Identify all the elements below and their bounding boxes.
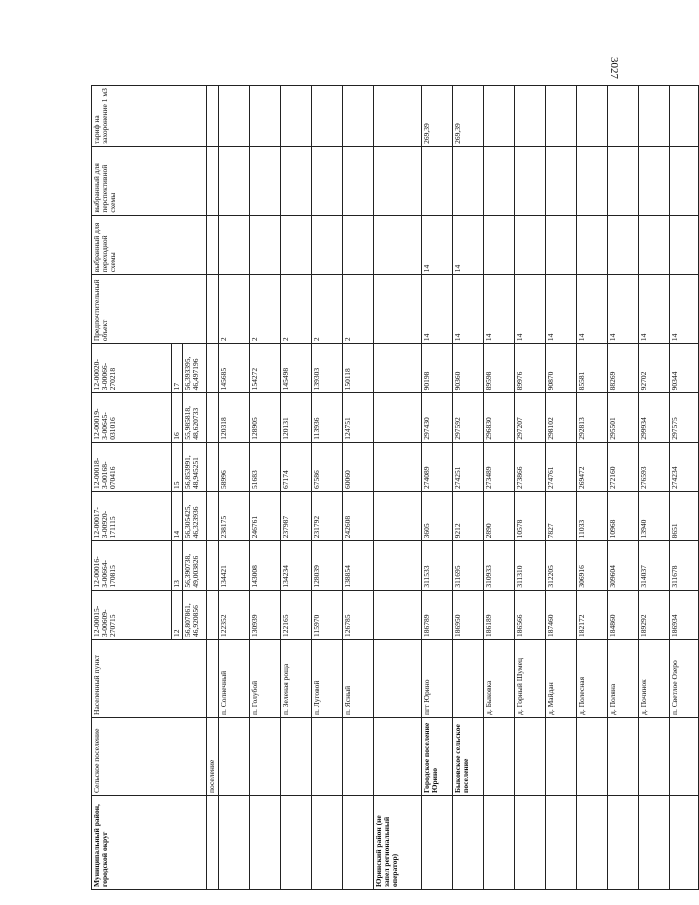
table-cell: 237987 [281,492,312,541]
table-cell: 7827 [546,492,577,541]
table-cell [374,344,422,393]
table-cell [608,215,639,275]
table-cell [250,795,281,889]
table-cell: 14 [639,275,670,344]
table-cell: 134421 [219,541,250,590]
table-cell: 2890 [484,492,515,541]
table-cell [207,639,219,717]
table-cell: 51683 [250,442,281,491]
col-number-cell: 15 [172,442,183,491]
table-cell: 312205 [546,541,577,590]
table-cell [374,86,422,147]
table-cell: 231792 [312,492,343,541]
table-cell [577,795,608,889]
table-cell: 154272 [250,344,281,393]
table-cell [207,275,219,344]
table-cell [343,717,374,795]
col-number-cell: 13 [172,541,183,590]
table-cell: 120131 [281,393,312,442]
table-cell: 186789 [422,590,453,639]
table-row [250,86,281,890]
table-cell: 274761 [546,442,577,491]
table-cell [422,146,453,215]
table-cell: 88269 [608,344,639,393]
table-cell: 14 [608,275,639,344]
table-row [546,86,577,890]
table-cell [207,442,219,491]
table-cell [374,393,422,442]
table-cell [670,717,699,795]
table-cell [343,795,374,889]
table-cell: 58996 [219,442,250,491]
header-cell: 12-00017-З-00920-171115 [92,492,172,541]
table-cell [546,795,577,889]
table-cell [515,717,546,795]
table-cell: 14 [453,215,484,275]
table-cell: 2 [281,275,312,344]
table-cell [374,275,422,344]
table-cell: 186934 [670,590,699,639]
header-cell: Сельское поселение [92,717,207,795]
table-cell: 120318 [219,393,250,442]
table-cell: 90198 [422,344,453,393]
table-cell [343,215,374,275]
table-cell: 292813 [577,393,608,442]
page-number: 3027 [608,57,620,79]
coords-cell: 56,305425, 46,323936 [183,492,207,541]
table-cell: 10968 [608,492,639,541]
header-row [92,86,172,890]
table-cell: 246761 [250,492,281,541]
table-row [484,86,515,890]
table-row [453,86,484,890]
table-cell: 311533 [422,541,453,590]
table-cell: п. Ясный [343,639,374,717]
table-row [207,86,219,890]
table-row [515,86,546,890]
coords-cell: 56,807861, 46,920856 [183,590,207,639]
table-cell: п. Голубой [250,639,281,717]
table-cell: п. Солнечный [219,639,250,717]
table-cell: 311695 [453,541,484,590]
table-cell: 139303 [312,344,343,393]
header-cell: 12-00015-З-00609-270715 [92,590,172,639]
table-cell [374,639,422,717]
table-cell: 272160 [608,442,639,491]
coords-cell: 56,393395, 46,497196 [183,344,207,393]
table-cell: 298102 [546,393,577,442]
table-cell: 273866 [515,442,546,491]
table-cell: 130939 [250,590,281,639]
table-cell: 90870 [546,344,577,393]
header-cell: выбранный для переходной схемы [92,215,207,275]
table-cell: 2 [343,275,374,344]
table-cell: 128039 [312,541,343,590]
table-cell [207,795,219,889]
table-cell [374,717,422,795]
table-cell: 134234 [281,541,312,590]
table-cell [207,344,219,393]
table-cell [577,86,608,147]
table-body [92,86,699,890]
table-cell: 2 [250,275,281,344]
table-row [374,86,422,890]
table-cell [639,717,670,795]
rotated-table-container [91,85,680,890]
table-cell: п. Луговой [312,639,343,717]
table-cell: пгт Юрино [422,639,453,717]
table-cell [207,86,219,147]
table-cell: 67174 [281,442,312,491]
table-cell [608,86,639,147]
table-cell [374,541,422,590]
header-cell: 12-00020-З-00066-270218 [92,344,172,393]
table-cell: Городское поселение Юрино [422,717,453,795]
table-cell [577,215,608,275]
header-cell: 12-00019-З-00645-031016 [92,393,172,442]
table-cell: 189292 [639,590,670,639]
table-cell: 269,39 [422,86,453,147]
table-cell [281,717,312,795]
header-cell: Населенный пункт [92,639,207,717]
table-cell: д. Горный Шумец [515,639,546,717]
table-cell [670,146,699,215]
table-cell: 269,39 [453,86,484,147]
table-cell: 122352 [219,590,250,639]
table-cell: д. Быковка [484,639,515,717]
table-cell [546,86,577,147]
table-cell: д. Майдан [546,639,577,717]
coords-cell: 56,390738, 49,003826 [183,541,207,590]
table-cell: п. Зеленая роща [281,639,312,717]
table-row [639,86,670,890]
table-row [343,86,374,890]
table-cell [484,86,515,147]
header-cell: выбранный для перспективной схемы [92,146,207,215]
table-cell: 295501 [608,393,639,442]
table-cell: 128905 [250,393,281,442]
table-cell: 309604 [608,541,639,590]
table-cell [639,146,670,215]
table-cell [484,717,515,795]
table-cell [453,639,484,717]
table-cell [453,146,484,215]
table-cell: д. Поляна [608,639,639,717]
table-cell [515,86,546,147]
table-cell: 238175 [219,492,250,541]
table-cell: д. Починок [639,639,670,717]
table-cell [219,146,250,215]
table-cell [608,146,639,215]
table-cell: 13940 [639,492,670,541]
table-cell: 184860 [608,590,639,639]
table-cell [207,393,219,442]
table-cell [639,86,670,147]
table-cell [453,795,484,889]
table-cell: 276593 [639,442,670,491]
table-cell: 145685 [219,344,250,393]
table-cell: 299934 [639,393,670,442]
table-cell: 274089 [422,442,453,491]
table-cell: 310933 [484,541,515,590]
table-cell: 122165 [281,590,312,639]
table-cell: 9212 [453,492,484,541]
table-row [670,86,699,890]
table-cell: 145498 [281,344,312,393]
table-cell: 187460 [546,590,577,639]
table-cell [577,717,608,795]
table-cell [250,215,281,275]
table-cell: 14 [577,275,608,344]
table-cell [219,717,250,795]
table-cell [281,86,312,147]
table-cell: 186950 [453,590,484,639]
table-cell [670,795,699,889]
table-cell: 14 [453,275,484,344]
table-cell: 311678 [670,541,699,590]
table-cell [281,215,312,275]
table-cell [515,146,546,215]
table-cell [546,215,577,275]
table-cell: 8651 [670,492,699,541]
table-cell: 297592 [453,393,484,442]
table-cell: 143008 [250,541,281,590]
table-cell: 297207 [515,393,546,442]
table-row [312,86,343,890]
table-cell: 60060 [343,442,374,491]
table-cell [250,86,281,147]
table-row [281,86,312,890]
table-cell: 186189 [484,590,515,639]
table-cell: 150118 [343,344,374,393]
table-cell [207,146,219,215]
table-cell: поселение [207,717,219,795]
table-row [577,86,608,890]
table-cell: 311310 [515,541,546,590]
table-cell: 14 [515,275,546,344]
table-cell [250,146,281,215]
table-cell: 297575 [670,393,699,442]
table-cell: 138854 [343,541,374,590]
table-cell [281,795,312,889]
table-cell: 115970 [312,590,343,639]
table-row [219,86,250,890]
col-number-cell: 12 [172,590,183,639]
table-cell: Юринский район (не запел региональный оператор) [374,795,422,889]
table-cell: 14 [422,275,453,344]
table-cell: 274234 [670,442,699,491]
table-cell [207,541,219,590]
table-cell [207,215,219,275]
table-cell [219,215,250,275]
table-cell [546,146,577,215]
table-cell: 67586 [312,442,343,491]
table-cell [374,215,422,275]
table-cell [312,146,343,215]
table-cell [484,795,515,889]
table-cell: 182172 [577,590,608,639]
table-cell [608,795,639,889]
col-number-cell: 16 [172,393,183,442]
table-cell: 296830 [484,393,515,442]
table-cell: 90360 [453,344,484,393]
coords-cell: 55,985818, 48,620733 [183,393,207,442]
table-cell [219,86,250,147]
table-cell [374,492,422,541]
table-cell [312,795,343,889]
table-cell: 89976 [515,344,546,393]
table-cell [281,146,312,215]
table-cell: 14 [422,215,453,275]
table-cell [546,717,577,795]
header-cell: 12-00016-З-00664-170815 [92,541,172,590]
table-cell: 273489 [484,442,515,491]
table-cell: 124751 [343,393,374,442]
table-cell [374,590,422,639]
col-number-cell: 17 [172,344,183,393]
table-cell [343,86,374,147]
table-cell: 3605 [422,492,453,541]
distance-table [91,85,699,890]
table-row [422,86,453,890]
table-cell [374,146,422,215]
table-cell [484,146,515,215]
table-cell: 113936 [312,393,343,442]
table-cell: 242608 [343,492,374,541]
table-cell: 85581 [577,344,608,393]
table-cell: 90344 [670,344,699,393]
table-cell [608,717,639,795]
table-cell: 126785 [343,590,374,639]
table-row [608,86,639,890]
table-cell: Быковское сельское поселение [453,717,484,795]
table-cell: 10578 [515,492,546,541]
header-cell: Предпочтительный объект [92,275,207,344]
table-cell [422,795,453,889]
table-cell [484,215,515,275]
header-cell: Муниципальный район, городской округ [92,795,207,889]
table-cell [207,590,219,639]
table-cell [515,215,546,275]
table-cell: 314037 [639,541,670,590]
table-cell: 14 [670,275,699,344]
table-cell: 274251 [453,442,484,491]
table-cell [639,795,670,889]
table-cell: д. Полесная [577,639,608,717]
table-cell [515,795,546,889]
table-cell [374,442,422,491]
col-number-cell: 14 [172,492,183,541]
table-cell: 306916 [577,541,608,590]
table-cell [577,146,608,215]
table-cell [312,86,343,147]
table-cell: 297430 [422,393,453,442]
table-cell [219,795,250,889]
table-cell: 11033 [577,492,608,541]
table-cell: 269472 [577,442,608,491]
table-cell: 14 [546,275,577,344]
table-cell [312,717,343,795]
table-cell: 2 [312,275,343,344]
table-cell [312,215,343,275]
coords-cell: 56,853991, 48,945251 [183,442,207,491]
table-cell [639,215,670,275]
table-cell: п. Светлое Озеро [670,639,699,717]
table-cell [670,86,699,147]
table-cell [250,717,281,795]
table-cell [207,492,219,541]
table-cell: 92702 [639,344,670,393]
header-cell: тариф на захоронение 1 м3 [92,86,207,147]
table-cell: 14 [484,275,515,344]
table-cell [343,146,374,215]
table-cell: 89598 [484,344,515,393]
table-cell: 2 [219,275,250,344]
table-cell: 186566 [515,590,546,639]
header-cell: 12-00018-З-00168-070416 [92,442,172,491]
table-cell [670,215,699,275]
